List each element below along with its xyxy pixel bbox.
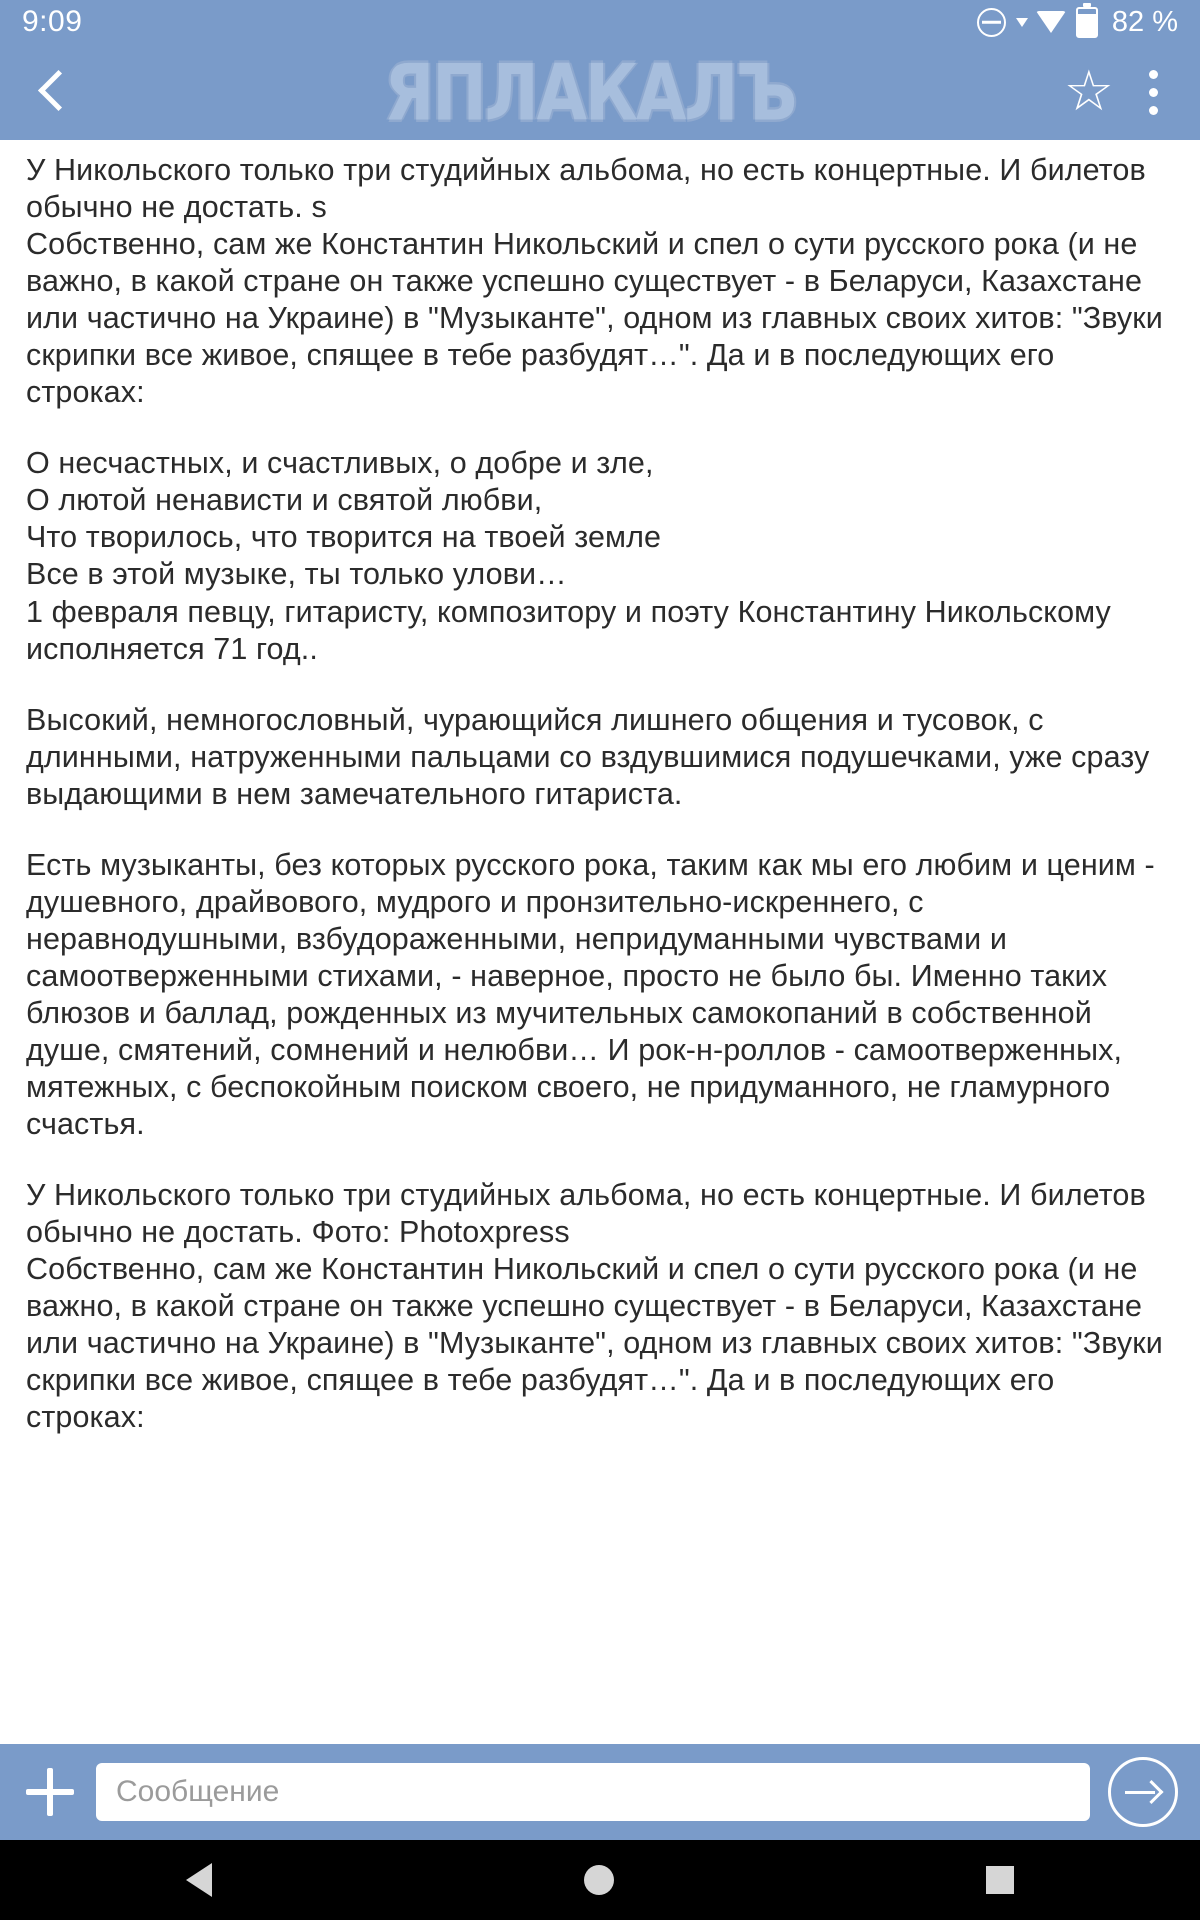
system-navigation-bar [0,1840,1200,1920]
reply-bar [0,1744,1200,1840]
nav-recents-square-icon[interactable] [986,1866,1014,1894]
signal-triangle-icon [1016,18,1026,27]
wifi-icon [1036,11,1066,33]
status-icon-group [977,6,1178,39]
site-logo-text: ЯПЛАКАЛЪ [384,46,796,138]
post-paragraph: У Никольского только три студийных альбома, но есть концертные. И билетов обычно не достать. Фото: Photoxpress [26,1178,1146,1250]
battery-percent-label: 82 % [1111,5,1178,38]
paragraph-spacer [26,1143,1174,1177]
post-paragraph: Высокий, немногословный, чурающийся лишнего общения и тусовок, с длинными, натруженными пальцами со вздувшимися подушечками, уже сразу выдающими в нем замечательного гитариста. [26,702,1150,811]
back-arrow-icon[interactable] [26,62,86,122]
plus-icon[interactable] [22,1764,78,1820]
paragraph-spacer [26,668,1174,702]
post-scroll-area[interactable] [0,140,1200,1744]
arrow-right-icon[interactable] [1108,1757,1178,1827]
nav-back-triangle-icon[interactable] [186,1863,212,1897]
do-not-disturb-icon [977,8,1006,37]
site-logo [116,46,1064,138]
battery-icon [1076,7,1098,38]
nav-home-circle-icon[interactable] [584,1865,614,1895]
status-clock: 9:09 [22,5,83,38]
overflow-menu-icon[interactable] [1144,70,1162,115]
paragraph-spacer [26,411,1174,445]
post-paragraph: Что творилось, что творится на твоей земле [26,520,662,555]
post-paragraph: У Никольского только три студийных альбома, но есть концертные. И билетов обычно не достать. s [26,153,1146,225]
message-input[interactable] [96,1763,1090,1821]
star-outline-icon[interactable]: ☆ [1063,59,1114,124]
post-paragraph: Собственно, сам же Константин Никольский и спел о сути русского рока (и не важно, в какой стране он также успешно существует - в Беларуси, Казахстане или частично на Украине) в "Музыканте", одном из главных своих хитов: "Звуки скрипки все живое, спящее в тебе разбудят…". Да и в последующих его строках: [26,1252,1163,1435]
post-paragraph: О лютой ненависти и святой любви, [26,483,543,518]
post-paragraph: Собственно, сам же Константин Никольский и спел о сути русского рока (и не важно, в какой стране он также успешно существует - в Беларуси, Казахстане или частично на Украине) в "Музыканте", одном из главных своих хитов: "Звуки скрипки все живое, спящее в тебе разбудят…". Да и в последующих его строках: [26,227,1163,410]
post-paragraph: Есть музыканты, без которых русского рока, таким как мы его любим и ценим - душевного, драйвового, мудрого и пронзительно-искреннего, с неравнодушными, взбудораженными, непридуманными чувствами и самоотверженными стихами, - наверное, просто не было бы. Именно таких блюзов и баллад, рожденных из мучительных самокопаний в собственной душе, смятений, сомнений и нелюбви… И рок-н-роллов - самоотверженных, мятежных, с беспокойным поиском своего, не придуманного, не гламурного счастья. [26,847,1155,1142]
post-body [26,152,1174,1436]
post-paragraph: О несчастных, и счастливых, о добре и зле, [26,446,654,481]
paragraph-spacer [26,813,1174,847]
post-paragraph: 1 февраля певцу, гитаристу, композитору и поэту Константину Никольскому исполняется 71 год.. [26,594,1111,666]
app-bar [0,44,1200,140]
status-bar [0,0,1200,44]
post-paragraph: Все в этой музыке, ты только улови… [26,557,567,592]
